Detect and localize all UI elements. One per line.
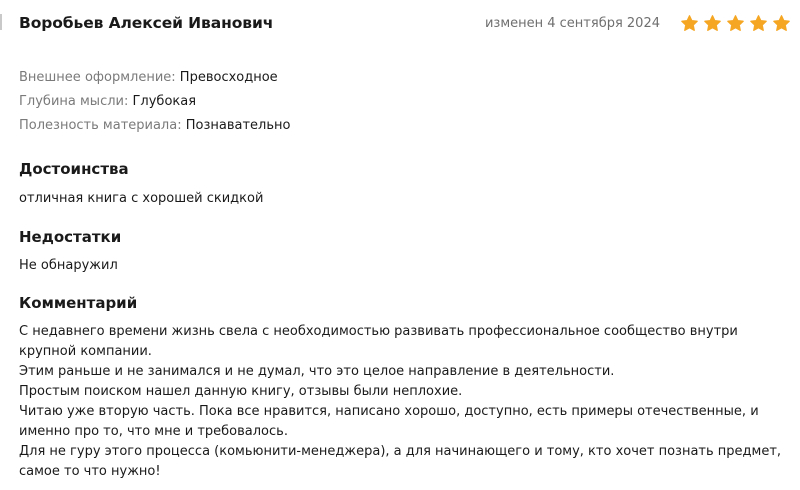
disadvantages-title: Недостатки bbox=[19, 228, 122, 246]
comment-line: крупной компании. bbox=[19, 344, 152, 359]
author-name[interactable]: Воробьев Алексей Иванович bbox=[19, 14, 274, 32]
advantages-text: отличная книга с хорошей скидкой bbox=[19, 191, 264, 206]
comment-title: Комментарий bbox=[19, 294, 138, 312]
property-row-design bbox=[19, 66, 290, 90]
property-label: Полезность материала: bbox=[19, 118, 182, 133]
disadvantages-text: Не обнаружил bbox=[19, 258, 118, 273]
comment-line: именно про то, что мне и требовалось. bbox=[19, 424, 288, 439]
comment-line: Для не гуру этого процесса (комьюнити-менеджера), а для начинающего и тому, кто хочет познать предмет, bbox=[19, 444, 782, 459]
review-properties bbox=[19, 66, 290, 138]
star-icon bbox=[680, 14, 699, 33]
comment-line: самое то что нужно! bbox=[19, 464, 161, 479]
advantages-title: Достоинства bbox=[19, 160, 129, 178]
comment-line: Читаю уже вторую часть. Пока все нравится, написано хорошо, доступно, есть примеры отечественные, и bbox=[19, 404, 759, 419]
comment-line: С недавнего времени жизнь свела с необходимостью развивать профессиональное сообщество внутри bbox=[19, 324, 738, 339]
star-icon bbox=[726, 14, 745, 33]
star-icon bbox=[703, 14, 722, 33]
star-icon bbox=[749, 14, 768, 33]
property-row-depth bbox=[19, 90, 290, 114]
property-label: Глубина мысли: bbox=[19, 94, 129, 109]
star-icon bbox=[772, 14, 791, 33]
review-header bbox=[19, 10, 791, 36]
comment-body bbox=[19, 322, 789, 482]
property-value: Глубокая bbox=[132, 94, 197, 109]
property-value: Превосходное bbox=[179, 70, 278, 85]
property-row-usefulness bbox=[19, 114, 290, 138]
comment-line: Простым поиском нашел данную книгу, отзывы были неплохие. bbox=[19, 384, 463, 399]
left-edge-mark bbox=[0, 14, 2, 30]
property-label: Внешнее оформление: bbox=[19, 70, 176, 85]
rating-stars bbox=[680, 12, 791, 34]
property-value: Познавательно bbox=[185, 118, 291, 133]
review-date: изменен 4 сентября 2024 bbox=[484, 15, 660, 31]
comment-line: Этим раньше и не занимался и не думал, что это целое направление в деятельности. bbox=[19, 364, 615, 379]
